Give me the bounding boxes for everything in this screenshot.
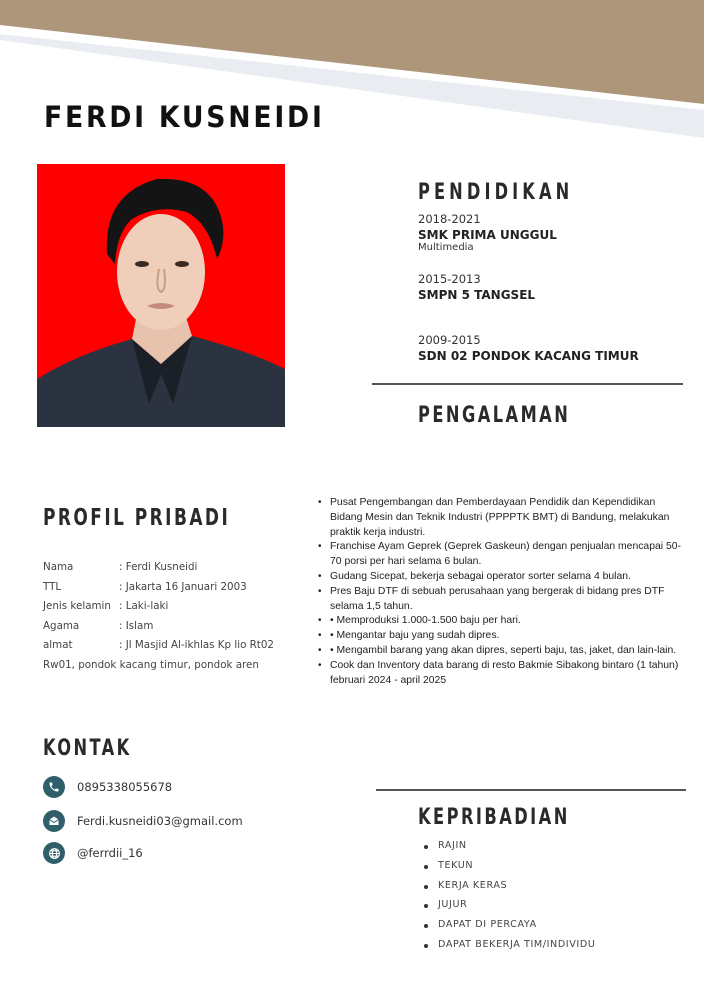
personality-item: KERJA KERAS	[424, 880, 595, 900]
contact-email	[43, 810, 243, 832]
profile-label: almat	[43, 639, 73, 651]
divider	[376, 789, 686, 791]
profile-row	[43, 558, 293, 578]
personality-item: JUJUR	[424, 899, 595, 919]
personality-item: TEKUN	[424, 860, 595, 880]
experience-item: • Pusat Pengembangan dan Pemberdayaan Pendidik dan Kependidikan Bidang Mesin dan Teknik Industri (PPPPTK BMT) di Bandung, melakukan praktik kerja industri.	[318, 496, 688, 540]
candidate-name: FERDI KUSNEIDI	[44, 100, 325, 134]
experience-item: • • Mengambil barang yang akan dipres, seperti baju, tas, jaket, dan lain-lain.	[318, 644, 688, 659]
profile-label: TTL	[43, 580, 62, 593]
contact-phone	[43, 776, 172, 798]
experience-list	[318, 496, 688, 688]
education-item	[418, 272, 535, 302]
divider	[372, 383, 683, 385]
personality-item: RAJIN	[424, 840, 595, 860]
profile-value: : Ferdi Kusneidi	[119, 561, 198, 573]
profile-row	[43, 597, 293, 617]
profile-row	[43, 617, 293, 637]
personality-list	[424, 840, 595, 959]
profile-label: Agama	[43, 619, 80, 632]
profile-label: Nama	[43, 561, 74, 573]
profile-value: : Islam	[119, 619, 154, 632]
experience-item: • Gudang Sicepat, bekerja sebagai operator sorter selama 4 bulan.	[318, 570, 688, 585]
contact-heading: KONTAK	[43, 736, 132, 761]
experience-item: • Cook dan Inventory data barang di resto Bakmie Sibakong bintaro (1 tahun) februari 2024 - april 2025	[318, 659, 688, 689]
phone-number: 0895338055678	[77, 780, 173, 794]
profile-photo	[37, 164, 285, 427]
globe-icon	[43, 842, 65, 864]
profile-value: : Laki-laki	[119, 600, 169, 612]
education-school: SMK PRIMA UNGGUL	[418, 228, 557, 242]
profile-row	[43, 578, 293, 598]
personality-heading: KEPRIBADIAN	[418, 805, 570, 830]
education-school: SDN 02 PONDOK KACANG TIMUR	[418, 349, 639, 363]
experience-item: • Franchise Ayam Geprek (Geprek Gaskeun) dengan penjualan mencapai 50-70 porsi per hari selama 6 bulan.	[318, 540, 688, 570]
personality-item: DAPAT BEKERJA TIM/INDIVIDU	[424, 939, 595, 959]
experience-item: • • Memproduksi 1.000-1.500 baju per hari.	[318, 614, 688, 629]
profile-address-continuation: Rw01, pondok kacang timur, pondok aren	[43, 658, 259, 671]
contact-social	[43, 842, 143, 864]
experience-item: • Pres Baju DTF di sebuah perusahaan yang bergerak di bidang pres DTF selama 1,5 tahun.	[318, 585, 688, 615]
education-heading: PENDIDIKAN	[418, 180, 574, 205]
profile-value: : Jl Masjid Al-ikhlas Kp lio Rt02	[119, 639, 274, 651]
social-handle: @ferrdii_16	[77, 846, 143, 860]
email-address: Ferdi.kusneidi03@gmail.com	[77, 814, 243, 828]
email-icon	[43, 810, 65, 832]
profile-heading: PROFIL PRIBADI	[43, 505, 231, 531]
education-major: Multimedia	[418, 242, 474, 253]
education-years: 2018-2021	[418, 212, 481, 226]
personality-item: DAPAT DI PERCAYA	[424, 919, 595, 939]
education-years: 2009-2015	[418, 333, 481, 347]
experience-heading: PENGALAMAN	[418, 403, 571, 428]
profile-value: : Jakarta 16 Januari 2003	[119, 580, 247, 593]
profile-row	[43, 636, 293, 656]
education-item	[418, 333, 639, 363]
education-school: SMPN 5 TANGSEL	[418, 288, 536, 302]
profile-label: Jenis kelamin	[43, 600, 111, 612]
experience-item: • • Mengantar baju yang sudah dipres.	[318, 629, 688, 644]
education-item	[418, 212, 557, 253]
phone-icon	[43, 776, 65, 798]
profile-details	[43, 558, 293, 675]
education-years: 2015-2013	[418, 272, 481, 286]
